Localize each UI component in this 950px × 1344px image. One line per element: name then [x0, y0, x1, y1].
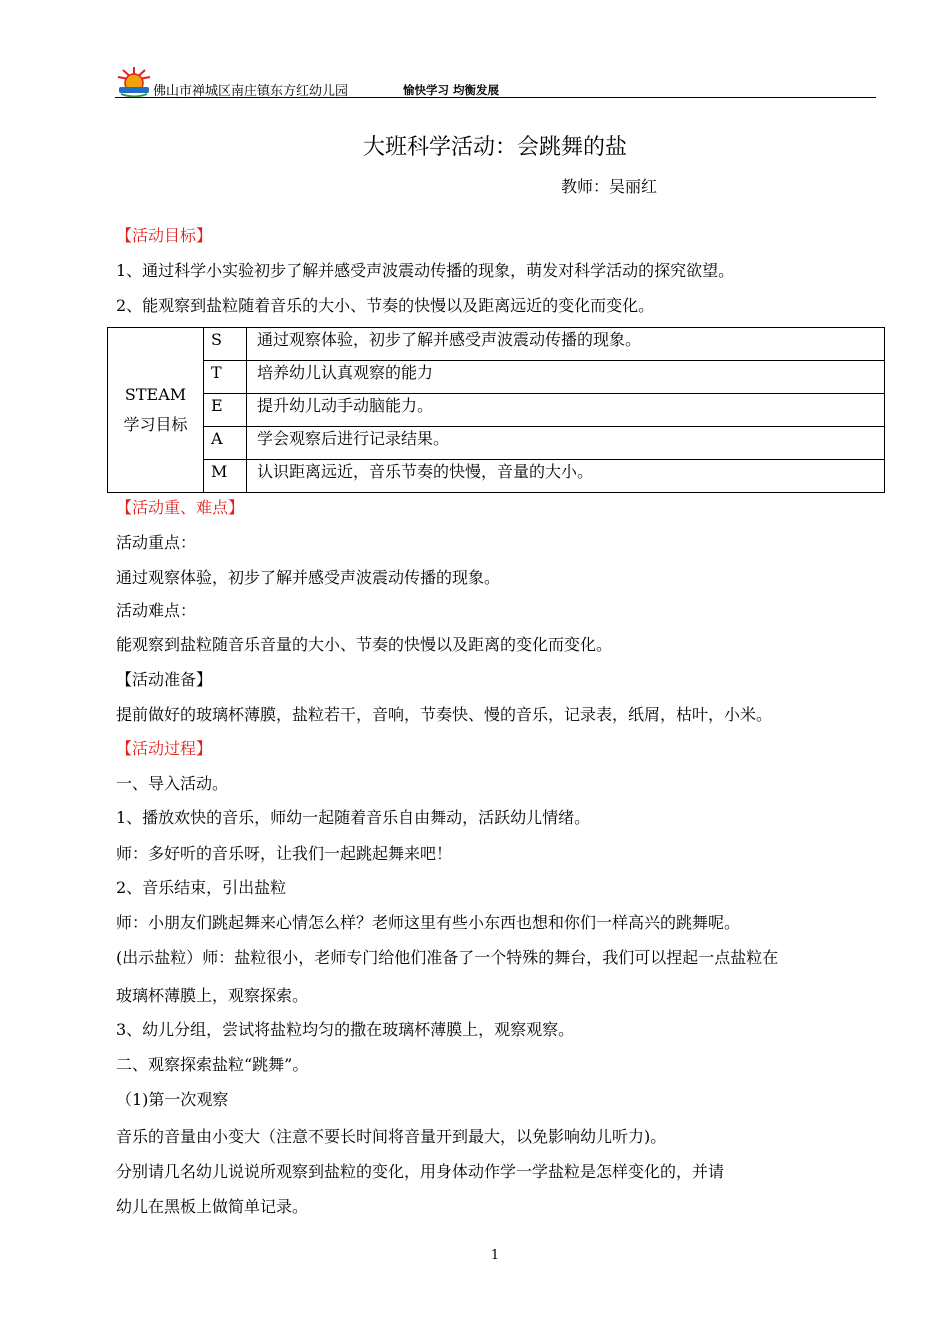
process-line: (出示盐粒）师：盐粒很小，老师专门给他们准备了一个特殊的舞台，我们可以捏起一点盐粒在	[116, 948, 779, 967]
kindergarten-logo-icon	[115, 66, 153, 98]
header-rule	[115, 97, 876, 98]
page-header	[115, 66, 876, 100]
steam-letter: T	[204, 361, 247, 394]
table-row	[108, 394, 885, 427]
preparation-heading: 【活动准备】	[116, 670, 213, 689]
preparation-text: 提前做好的玻璃杯薄膜，盐粒若干，音响，节奏快、慢的音乐，记录表，纸屑，枯叶，小米。	[116, 705, 773, 724]
steam-description: 提升幼儿动手动脑能力。	[247, 394, 885, 427]
goal-item: 1、通过科学小实验初步了解并感受声波震动传播的现象，萌发对科学活动的探究欲望。	[116, 261, 735, 280]
process-line: 师：小朋友们跳起舞来心情怎么样？老师这里有些小东西也想和你们一样高兴的跳舞呢。	[116, 913, 741, 932]
school-motto: 愉快学习 均衡发展	[403, 83, 500, 97]
process-line: 幼儿在黑板上做简单记录。	[116, 1197, 309, 1216]
process-line: 玻璃杯薄膜上，观察探索。	[116, 986, 309, 1005]
page-title: 大班科学活动：会跳舞的盐	[362, 135, 627, 160]
steam-description: 培养幼儿认真观察的能力	[247, 361, 885, 394]
school-name: 佛山市禅城区南庄镇东方红幼儿园	[153, 84, 349, 99]
steam-letter: M	[204, 460, 247, 493]
table-row	[108, 361, 885, 394]
goals-heading: 【活动目标】	[116, 226, 213, 245]
steam-description: 认识距离远近，音乐节奏的快慢，音量的大小。	[247, 460, 885, 493]
process-line: 2、音乐结束，引出盐粒	[116, 878, 287, 897]
table-row	[108, 328, 885, 361]
focus-label: 活动重点：	[116, 533, 197, 552]
process-line: 分别请几名幼儿说说所观察到盐粒的变化，用身体动作学一学盐粒是怎样变化的，并请	[116, 1162, 725, 1181]
steam-goals-table	[107, 327, 885, 493]
steam-description: 学会观察后进行记录结果。	[247, 427, 885, 460]
process-heading: 【活动过程】	[116, 739, 213, 758]
process-line: 二、观察探索盐粒“跳舞”。	[116, 1055, 309, 1074]
process-line: 1、播放欢快的音乐，师幼一起随着音乐自由舞动，活跃幼儿情绪。	[116, 808, 591, 827]
focus-text: 通过观察体验，初步了解并感受声波震动传播的现象。	[116, 568, 501, 587]
difficulty-text: 能观察到盐粒随音乐音量的大小、节奏的快慢以及距离的变化而变化。	[116, 635, 613, 654]
table-row	[108, 460, 885, 493]
process-line: 音乐的音量由小变大（注意不要长时间将音量开到最大，以免影响幼儿听力)。	[116, 1127, 667, 1146]
process-line: 师：多好听的音乐呀，让我们一起跳起舞来吧！	[116, 844, 453, 863]
steam-heading-line2: 学习目标	[123, 415, 188, 434]
teacher-name: 教师：吴丽红	[561, 177, 658, 196]
table-row	[108, 427, 885, 460]
process-line: 一、导入活动。	[116, 774, 229, 793]
process-line: 3、幼儿分组，尝试将盐粒均匀的撒在玻璃杯薄膜上，观察观察。	[116, 1020, 575, 1039]
steam-letter: E	[204, 394, 247, 427]
steam-letter: S	[204, 328, 247, 361]
steam-letter: A	[204, 427, 247, 460]
goal-item: 2、能观察到盐粒随着音乐的大小、节奏的快慢以及距离远近的变化而变化。	[116, 296, 655, 315]
difficulty-label: 活动难点：	[116, 601, 197, 620]
page-number: 1	[490, 1248, 500, 1263]
steam-heading-cell	[108, 328, 204, 493]
process-line: （1)第一次观察	[116, 1090, 229, 1109]
key-points-heading: 【活动重、难点】	[116, 498, 245, 517]
steam-description: 通过观察体验，初步了解并感受声波震动传播的现象。	[247, 328, 885, 361]
steam-heading-line1: STEAM	[124, 385, 187, 404]
